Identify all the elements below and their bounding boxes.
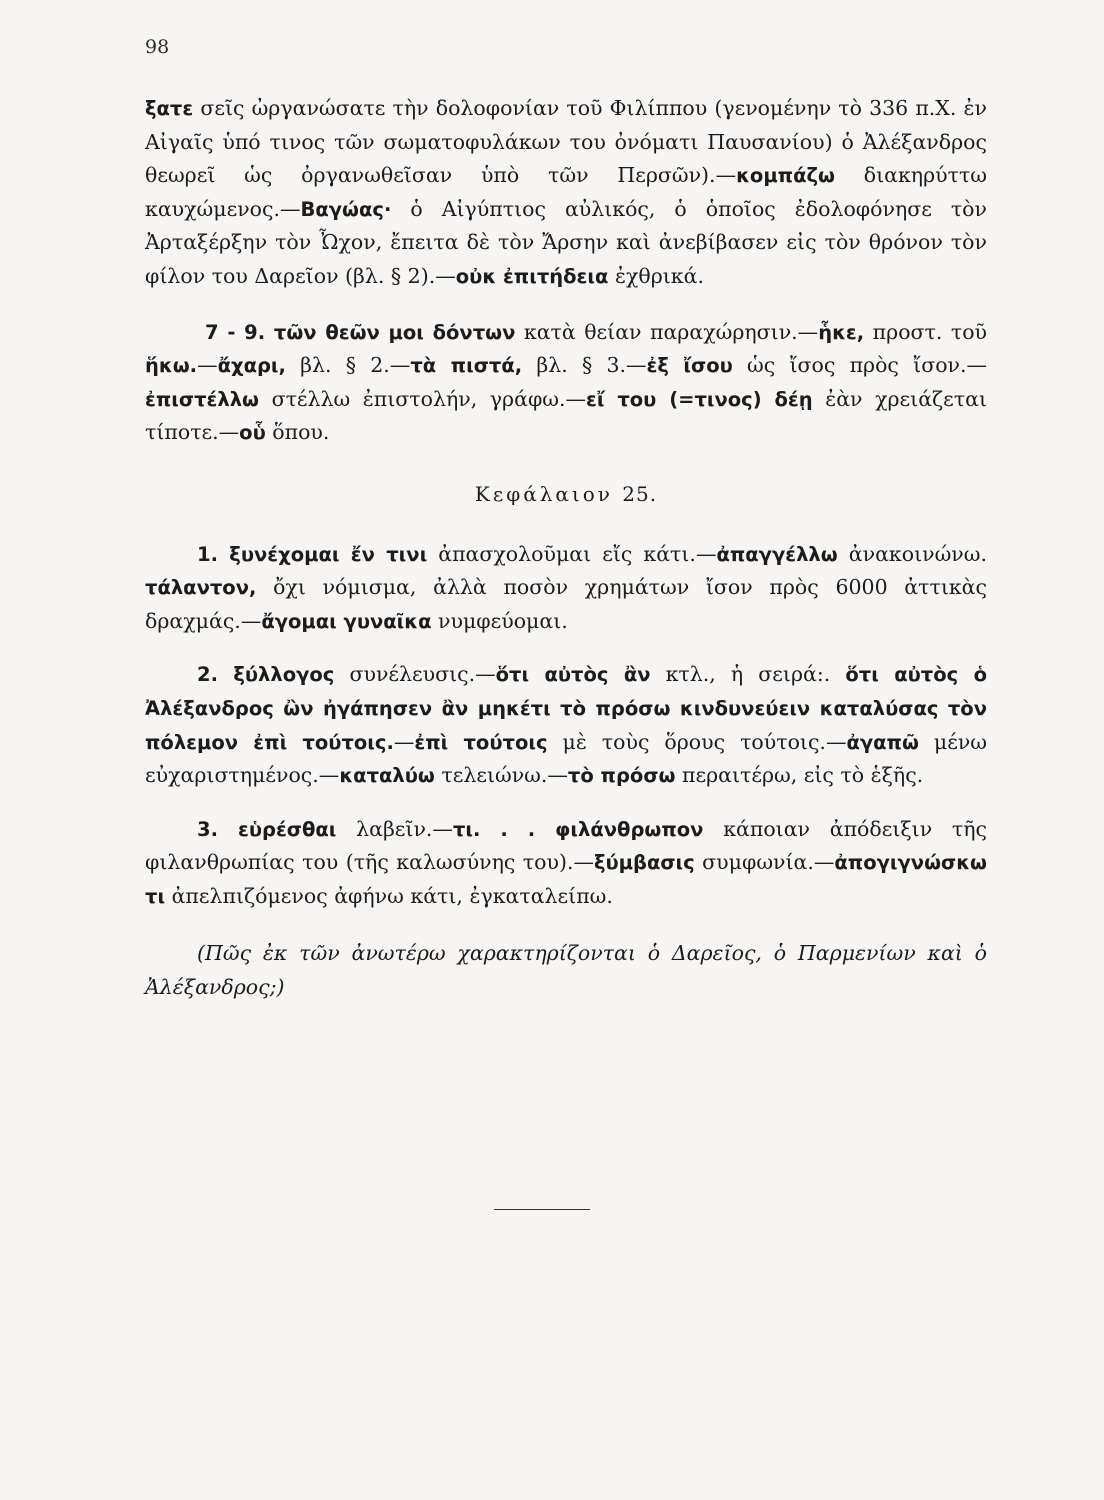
- term: ὅτι αὐτὸς ὁ Ἀλέξανδρος ὢν ἠγάπησεν ἂν μηκέτι τὸ πρόσω κινδυνεύειν καταλύσας τὸν πόλεμον ἐπὶ τούτοις.: [145, 663, 987, 754]
- term: οὗ: [239, 421, 266, 445]
- term: ἐπὶ τούτοις: [414, 730, 548, 754]
- paragraph-7-9: [145, 316, 987, 450]
- gloss: συνέλευσις.—: [334, 662, 496, 687]
- term: ὅτι αὐτὸς ἂν: [495, 663, 651, 687]
- term: 7 - 9. τῶν θεῶν μοι δόντων: [205, 320, 516, 344]
- term: Βαγώας·: [300, 197, 392, 221]
- term: κομπάζω: [736, 164, 835, 188]
- gloss: —: [197, 353, 218, 378]
- gloss: λαβεῖν.—: [336, 816, 453, 841]
- gloss: ἐχθρικά.: [608, 263, 704, 288]
- gloss: μένω εὐχαριστημένος.—: [145, 729, 988, 788]
- term: 2. ξύλλογος: [197, 663, 335, 687]
- term: οὐκ ἐπιτήδεια: [455, 264, 609, 288]
- term: ἥκω.: [145, 354, 198, 378]
- term: τι. . . φιλάνθρωπον: [452, 817, 704, 841]
- term: ἄγομαι γυναῖκα: [261, 609, 432, 633]
- paragraph-2: [145, 658, 987, 792]
- paragraph-1: [145, 538, 987, 639]
- review-question: (Πῶς ἐκ τῶν ἀνωτέρω χαρακτηρίζονται ὁ Δαρεῖος, ὁ Παρμενίων καὶ ὁ Ἀλέξανδρος;): [145, 941, 987, 1000]
- gloss: ἀνακοινώνω.: [837, 541, 987, 566]
- term: ἀγαπῶ: [846, 730, 919, 754]
- gloss: ὁ Αἰγύπτιος αὐλικός, ὁ ὁποῖος ἐδολοφόνησε τὸν Ἀρταξέρξην τὸν Ὦχον, ἔπειτα δὲ τὸν Ἄρσην καὶ ἀνεβίβασεν εἰς τὸν θρόνον τὸν φίλον του Δαρεῖον (βλ. § 2).—: [145, 196, 987, 288]
- term: ἐπιστέλλω: [145, 387, 259, 411]
- chapter-word: Κεφάλαιον: [474, 481, 613, 506]
- gloss: συμφωνία.—: [694, 850, 835, 875]
- term: ἧκε,: [818, 320, 865, 344]
- gloss: τελειώνω.—: [434, 763, 568, 788]
- gloss: κτλ., ἡ σειρά:.: [650, 662, 846, 687]
- term: ἀπογιγνώσκω τι: [145, 851, 988, 908]
- gloss: μὲ τοὺς ὅρους τούτοις.—: [547, 729, 847, 754]
- page-number: 98: [145, 36, 170, 58]
- gloss: βλ. § 3.—: [522, 353, 647, 378]
- gloss: ὡς ἴσος πρὸς ἴσον.—: [732, 353, 988, 378]
- term: 1. ξυνέχομαι ἔν τινι: [197, 542, 428, 566]
- chapter-heading: [145, 478, 987, 512]
- gloss: ὄχι νόμισμα, ἀλλὰ ποσὸν χρημάτων ἴσον πρὸς 6000 ἀττικὰς δραχμάς.—: [145, 575, 987, 633]
- gloss: νυμφεύομαι.: [431, 608, 568, 633]
- term: ξατε: [145, 97, 194, 120]
- gloss: διακηρύττω καυχώμενος.—: [145, 163, 987, 221]
- term: ἀπαγγέλλω: [716, 542, 838, 566]
- gloss: στέλλω ἐπιστολήν, γράφω.—: [259, 386, 587, 411]
- term: ἐξ ἴσου: [646, 354, 733, 378]
- term: τὰ πιστά,: [410, 354, 523, 378]
- term: τὸ πρόσω: [567, 764, 676, 788]
- section-divider: [494, 1209, 590, 1210]
- gloss: βλ. § 2.—: [285, 353, 411, 378]
- gloss: σεῖς ὠργανώσατε τὴν δολοφονίαν τοῦ Φιλίππου (γενομένην τὸ 336 π.Χ. ἐν Αἰγαῖς ὑπό τινος τῶν σωματοφυλάκων του ὀνόματι Παυσανίου) ὁ Ἀλέξανδρος θεωρεῖ ὡς ὀργανωθεῖσαν ὑπὸ τῶν Περσῶν).—: [145, 96, 987, 188]
- page-body: [145, 92, 987, 1005]
- term: εἴ του (=τινος) δέῃ: [586, 387, 813, 411]
- term: τάλαντον,: [145, 576, 257, 600]
- term: 3. εὑρέσθαι: [197, 817, 337, 841]
- term: ἄχαρι,: [217, 354, 286, 378]
- gloss: ἀπασχολοῦμαι εἴς κάτι.—: [427, 541, 717, 566]
- gloss: ἀπελπιζόμενος ἀφήνω κάτι, ἐγκαταλείπω.: [165, 883, 613, 908]
- gloss: κάποιαν ἀπόδειξιν τῆς φιλανθρωπίας του (τῆς καλωσύνης του).—: [145, 816, 987, 875]
- gloss: ἐὰν χρειάζεται τίποτε.—: [145, 386, 987, 445]
- gloss: ὅπου.: [265, 420, 330, 445]
- term: καταλύω: [339, 764, 435, 788]
- gloss: —: [393, 729, 415, 754]
- gloss: περαιτέρω, εἰς τὸ ἑξῆς.: [675, 763, 924, 788]
- term: ξύμβασις: [593, 851, 695, 875]
- gloss: κατὰ θείαν παραχώρησιν.—: [515, 319, 819, 344]
- gloss: προστ. τοῦ: [864, 319, 988, 344]
- paragraph-continuation: [145, 92, 987, 294]
- chapter-number: 25.: [622, 481, 658, 506]
- paragraph-3: [145, 813, 987, 914]
